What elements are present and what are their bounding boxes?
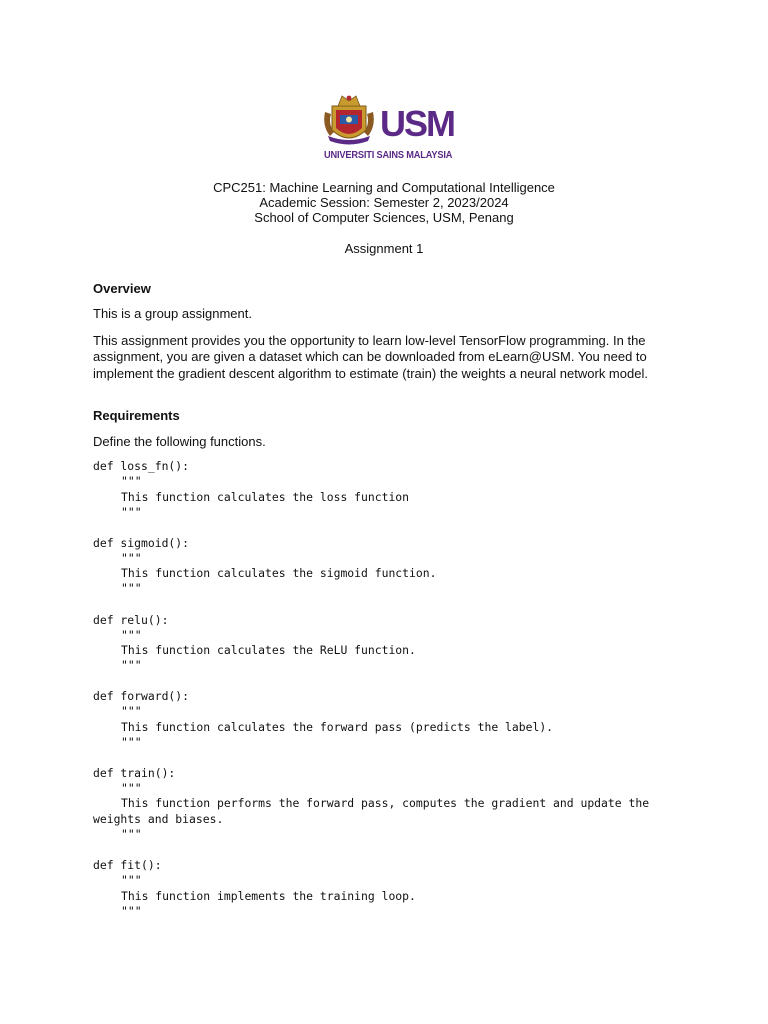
- code-docstring-close: """: [121, 581, 142, 595]
- usm-logo: [322, 92, 454, 166]
- code-docstring-close: """: [121, 827, 142, 841]
- code-doc-relu: This function calculates the ReLU function.: [121, 643, 416, 657]
- overview-paragraph-1: This is a group assignment.: [93, 306, 252, 321]
- requirements-intro: Define the following functions.: [93, 434, 266, 449]
- code-doc-loss-fn: This function calculates the loss function: [121, 490, 410, 504]
- code-def-train: def train():: [93, 766, 176, 780]
- overview-paragraph-2: This assignment provides you the opportunity to learn low-level TensorFlow programming. In the assignment, you are given a dataset which can be downloaded from eLearn@USM. You need to implement the gradient descent algorithm to estimate (train) the weights a neural network model.: [93, 333, 648, 381]
- code-def-fit: def fit():: [93, 858, 162, 872]
- code-doc-train-continued: weights and biases.: [93, 812, 224, 826]
- code-def-sigmoid: def sigmoid():: [93, 536, 190, 550]
- code-docstring-open: """: [121, 628, 142, 642]
- code-def-forward: def forward():: [93, 689, 190, 703]
- code-def-loss-fn: def loss_fn():: [93, 459, 190, 473]
- academic-session: Academic Session: Semester 2, 2023/2024: [259, 195, 509, 210]
- university-crest-icon: [322, 92, 454, 150]
- overview-heading: Overview: [93, 281, 151, 296]
- code-docstring-close: """: [121, 505, 142, 519]
- course-title: CPC251: Machine Learning and Computational Intelligence: [213, 180, 555, 195]
- code-docstring-open: """: [121, 474, 142, 488]
- logo-wordmark: USM: [380, 103, 454, 144]
- code-doc-train: This function performs the forward pass, computes the gradient and update the: [121, 796, 650, 810]
- code-doc-sigmoid: This function calculates the sigmoid function.: [121, 566, 437, 580]
- school-name: School of Computer Sciences, USM, Penang: [254, 210, 514, 225]
- code-docstring-close: """: [121, 904, 142, 918]
- code-docstring-close: """: [121, 658, 142, 672]
- code-docstring-open: """: [121, 704, 142, 718]
- code-docstring-close: """: [121, 735, 142, 749]
- code-docstring-open: """: [121, 781, 142, 795]
- code-docstring-open: """: [121, 551, 142, 565]
- code-docstring-open: """: [121, 873, 142, 887]
- requirements-heading: Requirements: [93, 408, 180, 423]
- logo-caption: UNIVERSITI SAINS MALAYSIA: [324, 149, 453, 161]
- code-def-relu: def relu():: [93, 613, 169, 627]
- code-doc-forward: This function calculates the forward pass (predicts the label).: [121, 720, 554, 734]
- assignment-title: Assignment 1: [344, 241, 424, 256]
- code-doc-fit: This function implements the training loop.: [121, 889, 416, 903]
